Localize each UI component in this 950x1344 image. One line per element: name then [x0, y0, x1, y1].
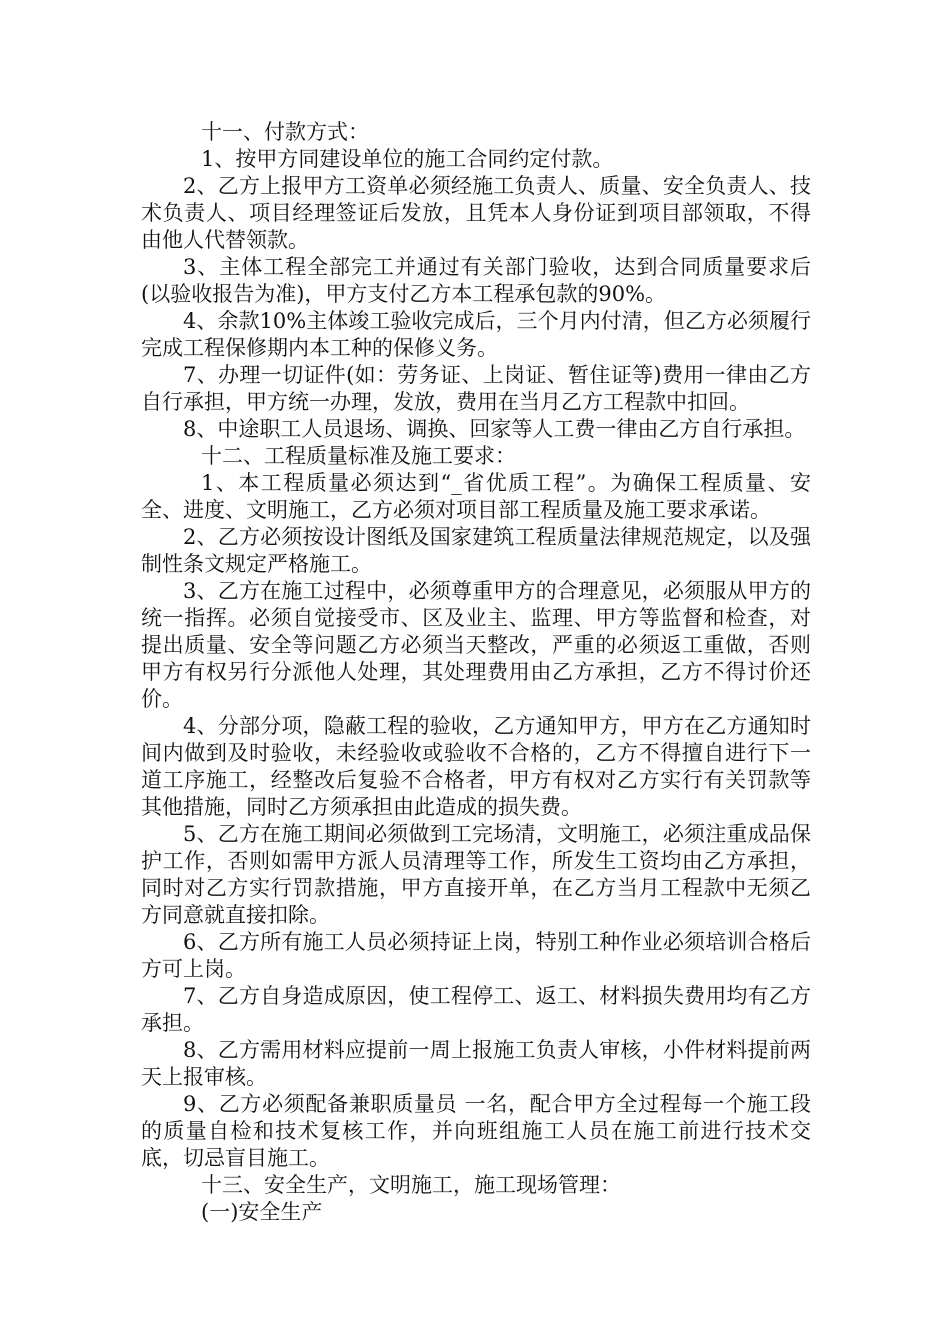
clause-7: 7、办理一切证件(如：劳务证、上岗证、暂住证等)费用一律由乙方自行承担，甲方统一办理，发放，费用在当月乙方工程款中扣回。 — [141, 363, 811, 414]
quality-clause-5: 5、乙方在施工期间必须做到工完场清，文明施工，必须注重成品保护工作，否则如需甲方派人员清理等工作，所发生工资均由乙方承担，同时对乙方实行罚款措施，甲方直接开单，在乙方当月工程款中无须乙方同意就直接扣除。 — [141, 822, 811, 927]
quality-clause-9: 9、乙方必须配备兼职质量员 一名，配合甲方全过程每一个施工段的质量自检和技术复核工作，并向班组施工人员在施工前进行技术交底，切忌盲目施工。 — [141, 1092, 811, 1170]
clause-2: 2、乙方上报甲方工资单必须经施工负责人、质量、安全负责人、技术负责人、项目经理签证后发放，且凭本人身份证到项目部领取，不得由他人代替领款。 — [141, 174, 811, 252]
quality-clause-7: 7、乙方自身造成原因，使工程停工、返工、材料损失费用均有乙方承担。 — [141, 984, 811, 1035]
section-heading-safety: 十三、安全生产，文明施工，施工现场管理： — [201, 1173, 621, 1197]
quality-clause-6: 6、乙方所有施工人员必须持证上岗，特别工种作业必须培训合格后方可上岗。 — [141, 930, 811, 981]
quality-clause-8: 8、乙方需用材料应提前一周上报施工负责人审核，小件材料提前两天上报审核。 — [141, 1038, 811, 1089]
clause-3: 3、主体工程全部完工并通过有关部门验收，达到合同质量要求后(以验收报告为准)，甲方支付乙方本工程承包款的90%。 — [141, 255, 811, 306]
quality-clause-2: 2、乙方必须按设计图纸及国家建筑工程质量法律规范规定，以及强制性条文规定严格施工。 — [141, 525, 811, 576]
subsection-heading-safety-production: (一)安全生产 — [201, 1200, 323, 1224]
section-heading-quality: 十二、工程质量标准及施工要求： — [201, 444, 516, 468]
quality-clause-3: 3、乙方在施工过程中，必须尊重甲方的合理意见，必须服从甲方的统一指挥。必须自觉接受市、区及业主、监理、甲方等监督和检查，对提出质量、安全等问题乙方必须当天整改，严重的必须返工重做，否则甲方有权另行分派他人处理，其处理费用由乙方承担，乙方不得讨价还价。 — [141, 579, 811, 711]
quality-clause-1: 1、本工程质量必须达到“_省优质工程”。为确保工程质量、安全、进度、文明施工，乙方必须对项目部工程质量及施工要求承诺。 — [141, 471, 811, 522]
clause-1: 1、按甲方同建设单位的施工合同约定付款。 — [201, 147, 614, 171]
clause-8: 8、中途职工人员退场、调换、回家等人工费一律由乙方自行承担。 — [183, 417, 806, 441]
quality-clause-4: 4、分部分项，隐蔽工程的验收，乙方通知甲方，甲方在乙方通知时间内做到及时验收，未经验收或验收不合格的，乙方不得擅自进行下一道工序施工，经整改后复验不合格者，甲方有权对乙方实行有关罚款等其他措施，同时乙方须承担由此造成的损失费。 — [141, 714, 811, 819]
clause-4: 4、余款10%主体竣工验收完成后，三个月内付清，但乙方必须履行完成工程保修期内本工种的保修义务。 — [141, 309, 811, 360]
section-heading-payment: 十一、付款方式： — [201, 120, 369, 144]
document-page — [141, 119, 811, 1226]
